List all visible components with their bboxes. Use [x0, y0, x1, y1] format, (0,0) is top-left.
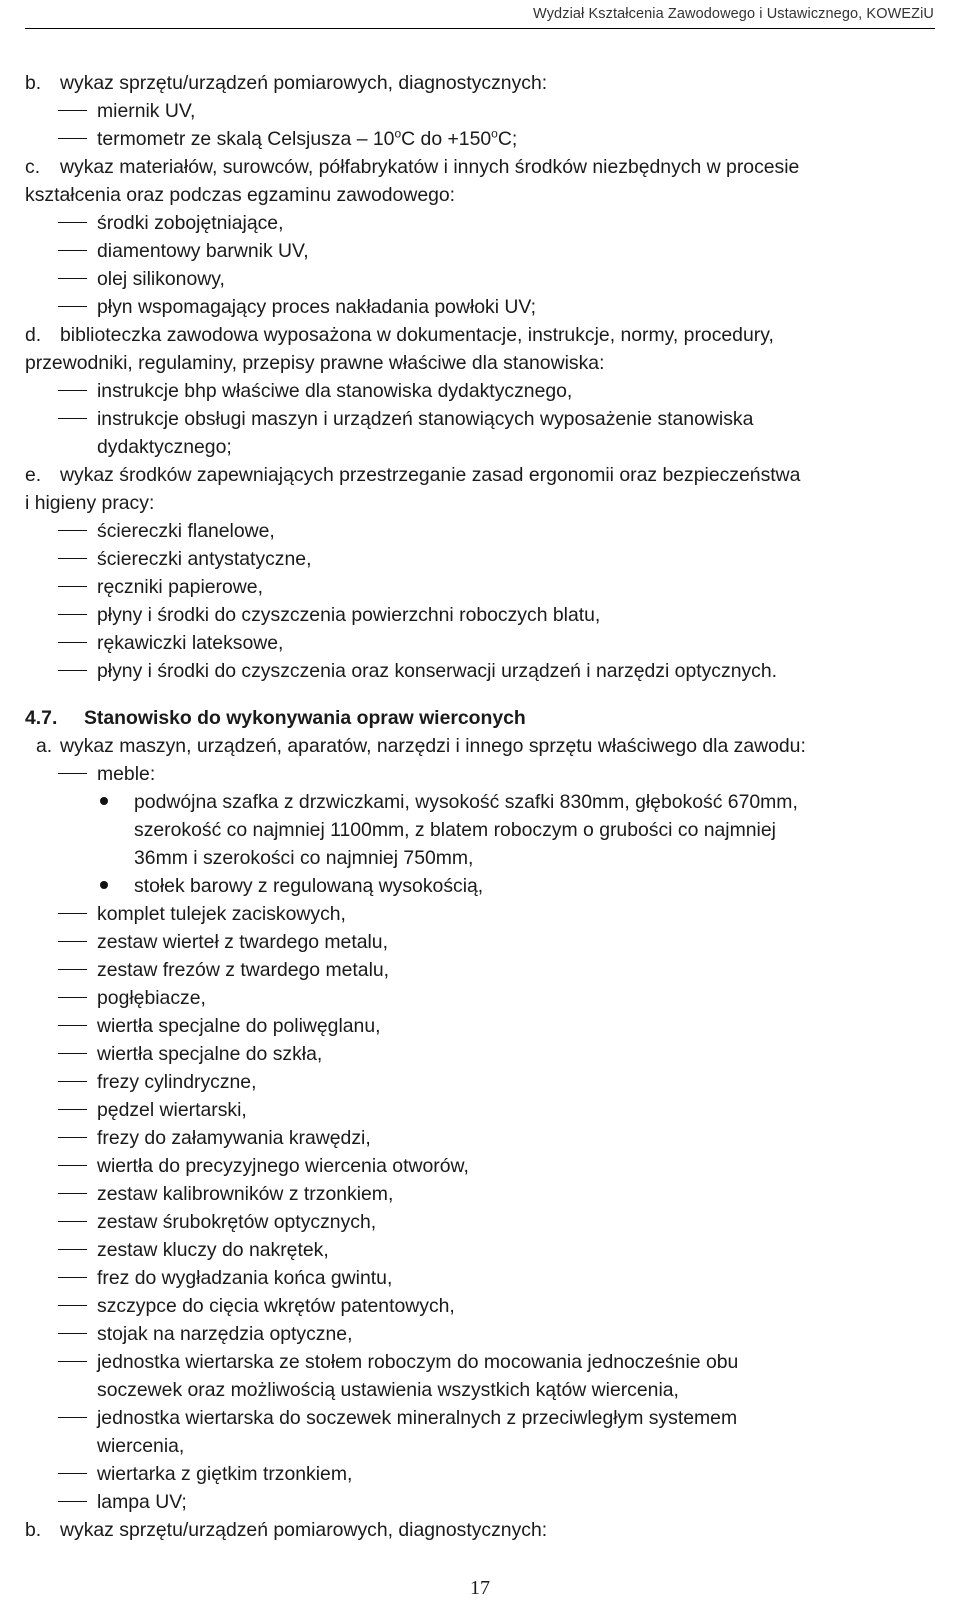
list-item — [25, 517, 945, 545]
bullet-icon — [100, 881, 108, 889]
list-item-text: lampa UV; — [97, 1491, 187, 1513]
bullet-item-text: stołek barowy z regulowaną wysokością, — [134, 875, 484, 897]
section-label: c. — [25, 156, 41, 178]
dash-icon — [58, 642, 87, 643]
header-rule — [25, 28, 935, 29]
list-item — [25, 900, 945, 928]
running-header: Wydział Kształcenia Zawodowego i Ustawicznego, KOWEZiU — [533, 6, 934, 22]
dash-icon — [58, 278, 87, 279]
dash-icon — [58, 1221, 87, 1222]
list-item — [25, 1012, 945, 1040]
dash-icon — [58, 1053, 87, 1054]
list-item-text: rękawiczki lateksowe, — [97, 632, 284, 654]
list-item-text: zestaw frezów z twardego metalu, — [97, 959, 390, 981]
list-item — [25, 1264, 945, 1292]
list-item — [25, 984, 945, 1012]
section-c — [25, 153, 945, 209]
dash-icon — [58, 110, 87, 111]
dash-icon — [58, 1473, 87, 1474]
section-text-line2: przewodniki, regulaminy, przepisy prawne właściwe dla stanowiska: — [25, 352, 605, 374]
document-body — [25, 69, 945, 1544]
section-d — [25, 321, 945, 377]
dash-icon — [58, 773, 87, 774]
list-item — [25, 573, 945, 601]
bullet-item — [25, 788, 945, 872]
equipment-list — [25, 900, 945, 1516]
list-item — [25, 1152, 945, 1180]
dash-icon — [58, 390, 87, 391]
list-item — [25, 1320, 945, 1348]
list-item — [25, 1460, 945, 1488]
list-item — [25, 956, 945, 984]
dash-icon — [58, 614, 87, 615]
section-text: wykaz sprzętu/urządzeń pomiarowych, diagnostycznych: — [60, 1519, 548, 1541]
section-label: b. — [25, 72, 42, 94]
list-item-text: zestaw śrubokrętów optycznych, — [97, 1211, 377, 1233]
list-item — [25, 1348, 945, 1404]
dash-icon — [58, 1501, 87, 1502]
dash-icon — [58, 1277, 87, 1278]
list-item-text: instrukcje obsługi maszyn i urządzeń stanowiących wyposażenie stanowiska dydaktycznego; — [97, 408, 754, 458]
list-item-text: stojak na narzędzia optyczne, — [97, 1323, 353, 1345]
list-item — [25, 377, 945, 405]
list-item-text: termometr ze skalą Celsjusza – 10$^o$C do $+150^oC$; — [97, 126, 518, 150]
section-text-line1: biblioteczka zawodowa wyposażona w dokumentacje, instrukcje, normy, procedury, — [60, 324, 774, 346]
list-item — [25, 1124, 945, 1152]
list-item-text: wiertła specjalne do poliwęglanu, — [97, 1015, 381, 1037]
section-b-top — [25, 69, 945, 97]
list-item — [25, 1208, 945, 1236]
page-number: 17 — [470, 1577, 490, 1599]
list-item-text: instrukcje bhp właściwe dla stanowiska dydaktycznego, — [97, 380, 573, 402]
list-item — [25, 237, 945, 265]
list-item — [25, 1180, 945, 1208]
list-item-text: ściereczki flanelowe, — [97, 520, 275, 542]
dash-icon — [58, 1249, 87, 1250]
list-item-text: płyn wspomagający proces nakładania powłoki UV; — [97, 296, 537, 318]
dash-icon — [58, 1109, 87, 1110]
section-heading — [25, 704, 945, 732]
dash-icon — [58, 997, 87, 998]
list-item-text: olej silikonowy, — [97, 268, 225, 290]
section-a — [25, 732, 945, 760]
section-text: wykaz sprzętu/urządzeń pomiarowych, diagnostycznych: — [60, 72, 548, 94]
list-item-text: frez do wygładzania końca gwintu, — [97, 1267, 393, 1289]
list-item-text: ściereczki antystatyczne, — [97, 548, 312, 570]
dash-icon — [58, 1137, 87, 1138]
dash-icon — [58, 969, 87, 970]
dash-icon — [58, 1361, 87, 1362]
list-item-text: wiertła do precyzyjnego wiercenia otworów, — [97, 1155, 469, 1177]
dash-icon — [58, 586, 87, 587]
list-item-text: jednostka wiertarska ze stołem roboczym do mocowania jednocześnie obu soczewek oraz możliwością ustawienia wszystkich kątów wiercenia, — [97, 1351, 739, 1401]
list-item-text: komplet tulejek zaciskowych, — [97, 903, 346, 925]
list-item — [25, 293, 945, 321]
list-item — [25, 405, 945, 461]
heading-number: 4.7. — [25, 707, 58, 729]
section-e — [25, 461, 945, 517]
list-item — [25, 1040, 945, 1068]
list-item-meble — [25, 760, 945, 788]
dash-icon — [58, 1025, 87, 1026]
list-item-text: wiertła specjalne do szkła, — [97, 1043, 323, 1065]
section-text: wykaz maszyn, urządzeń, aparatów, narzędzi i innego sprzętu właściwego dla zawodu: — [60, 735, 806, 757]
list-item-text: pogłębiacze, — [97, 987, 206, 1009]
list-item-text: zestaw kalibrowników z trzonkiem, — [97, 1183, 394, 1205]
section-text-line2: i higieny pracy: — [25, 492, 155, 514]
list-item-text: płyny i środki do czyszczenia oraz konserwacji urządzeń i narzędzi optycznych. — [97, 660, 778, 682]
list-item-text: pędzel wiertarski, — [97, 1099, 247, 1121]
list-item — [25, 125, 945, 153]
bullet-icon — [100, 797, 108, 805]
dash-icon — [58, 1193, 87, 1194]
bullet-item — [25, 872, 945, 900]
dash-icon — [58, 530, 87, 531]
dash-icon — [58, 558, 87, 559]
section-text-line1: wykaz materiałów, surowców, półfabrykatów i innych środków niezbędnych w procesie — [60, 156, 800, 178]
dash-icon — [58, 1305, 87, 1306]
section-label: b. — [25, 1519, 42, 1541]
list-item — [25, 657, 945, 685]
list-item-text: frezy do załamywania krawędzi, — [97, 1127, 371, 1149]
list-item — [25, 601, 945, 629]
heading-title: Stanowisko do wykonywania opraw wierconych — [84, 707, 526, 729]
section-b-bottom — [25, 1516, 945, 1544]
dash-icon — [58, 138, 87, 139]
list-item — [25, 1404, 945, 1460]
section-label: d. — [25, 324, 42, 346]
section-text-line1: wykaz środków zapewniających przestrzeganie zasad ergonomii oraz bezpieczeństwa — [60, 464, 801, 486]
list-item-text: jednostka wiertarska do soczewek mineralnych z przeciwległym systemem wiercenia, — [97, 1407, 738, 1457]
list-item-text: szczypce do cięcia wkrętów patentowych, — [97, 1295, 455, 1317]
spacer — [25, 685, 945, 704]
dash-icon — [58, 306, 87, 307]
list-item — [25, 1068, 945, 1096]
list-item — [25, 97, 945, 125]
dash-icon — [58, 418, 87, 419]
list-item-text: zestaw wierteł z twardego metalu, — [97, 931, 388, 953]
list-item — [25, 545, 945, 573]
list-item-text: diamentowy barwnik UV, — [97, 240, 309, 262]
list-item-text: środki zobojętniające, — [97, 212, 284, 234]
list-item — [25, 1236, 945, 1264]
list-item — [25, 1488, 945, 1516]
dash-icon — [58, 1333, 87, 1334]
section-label: e. — [25, 464, 42, 486]
list-item — [25, 629, 945, 657]
list-item — [25, 928, 945, 956]
list-item — [25, 1096, 945, 1124]
dash-icon — [58, 1165, 87, 1166]
list-item-text: zestaw kluczy do nakrętek, — [97, 1239, 329, 1261]
list-item — [25, 1292, 945, 1320]
dash-icon — [58, 1417, 87, 1418]
list-item — [25, 209, 945, 237]
list-item-text: miernik UV, — [97, 100, 196, 122]
dash-icon — [58, 913, 87, 914]
list-item-text: ręczniki papierowe, — [97, 576, 263, 598]
dash-icon — [58, 222, 87, 223]
bullet-item-text: podwójna szafka z drzwiczkami, wysokość szafki 830mm, głębokość 670mm, szerokość co najmniej 1100mm, z blatem roboczym o grubości co najmniej 36mm i szerokości co najmniej 750mm, — [134, 791, 798, 869]
section-label: a. — [36, 735, 53, 757]
dash-icon — [58, 670, 87, 671]
dash-icon — [58, 1081, 87, 1082]
list-item-text: wiertarka z giętkim trzonkiem, — [97, 1463, 353, 1485]
list-item — [25, 265, 945, 293]
dash-icon — [58, 250, 87, 251]
dash-icon — [58, 941, 87, 942]
list-item-text: płyny i środki do czyszczenia powierzchni roboczych blatu, — [97, 604, 601, 626]
list-item-text: meble: — [97, 763, 156, 785]
section-text-line2: kształcenia oraz podczas egzaminu zawodowego: — [25, 184, 456, 206]
list-item-text: frezy cylindryczne, — [97, 1071, 257, 1093]
